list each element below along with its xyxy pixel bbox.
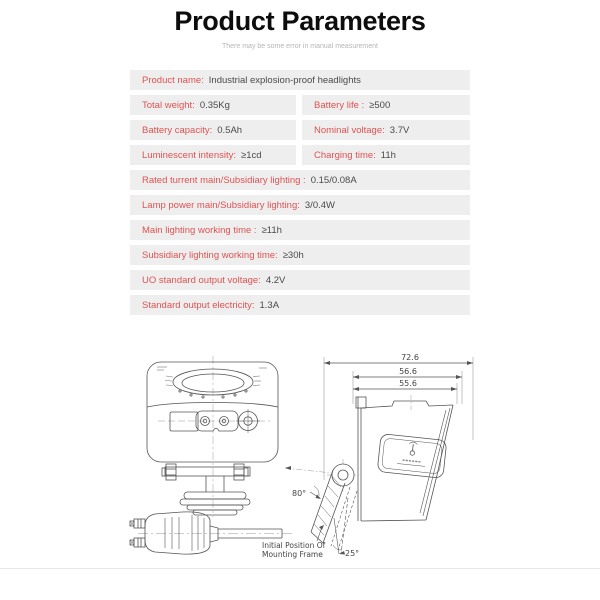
param-cell — [130, 120, 296, 140]
param-value: 3/0.4W — [304, 199, 335, 211]
param-label: Battery life : — [314, 99, 365, 111]
parameters-table — [130, 70, 470, 320]
param-cell — [130, 145, 296, 165]
param-cell — [130, 245, 470, 265]
param-label: Subsidiary lighting working time: — [142, 249, 278, 261]
table-row — [130, 245, 470, 265]
param-value: 1.3A — [259, 299, 280, 311]
angle-25: 25° — [345, 549, 360, 558]
table-row — [130, 70, 470, 90]
param-value: 4.2V — [265, 274, 286, 286]
param-cell — [130, 270, 470, 290]
param-cell — [130, 220, 470, 240]
param-label: Standard output electricity: — [142, 299, 255, 311]
angle-80: 80° — [292, 489, 307, 498]
param-label: Charging time: — [314, 149, 376, 161]
param-label: Luminescent intensity: — [142, 149, 236, 161]
table-row — [130, 145, 470, 165]
param-cell — [302, 120, 470, 140]
param-value: ≥1cd — [241, 149, 262, 161]
front-view — [147, 356, 278, 517]
param-label: Total weight: — [142, 99, 195, 111]
table-row — [130, 195, 470, 215]
dimension-labels — [262, 353, 419, 559]
param-value: 0.15/0.08A — [310, 174, 357, 186]
table-row — [130, 95, 470, 115]
param-cell — [130, 195, 470, 215]
param-value: Industrial explosion-proof headlights — [208, 74, 361, 86]
param-cell — [302, 95, 470, 115]
dimension-55-6: 55.6 — [399, 379, 417, 388]
page-subtitle: There may be some error in manual measurement — [221, 43, 378, 50]
param-label: Rated turrent main/Subsidiary lighting : — [142, 174, 306, 186]
param-value: ≥30h — [282, 249, 304, 261]
param-value: ≥11h — [261, 224, 282, 236]
param-value: 11h — [380, 149, 396, 161]
param-label: Lamp power main/Subsidiary lighting: — [142, 199, 300, 211]
table-row — [130, 220, 470, 240]
dimension-56-6: 56.6 — [399, 367, 417, 376]
dimension-72-6: 72.6 — [401, 353, 419, 362]
param-label: Battery capacity: — [142, 124, 213, 136]
param-value: 0.5Ah — [217, 124, 243, 136]
param-cell — [302, 145, 470, 165]
table-row — [130, 295, 470, 315]
param-value: ≥500 — [369, 99, 391, 111]
param-cell — [130, 70, 470, 90]
touch-icon — [408, 442, 417, 456]
side-view — [285, 395, 453, 555]
param-cell — [130, 95, 296, 115]
param-label: Nominal voltage: — [314, 124, 385, 136]
table-row — [130, 120, 470, 140]
param-value: 0.35Kg — [199, 99, 230, 111]
mounting-note-line2: Mounting Frame — [262, 550, 323, 559]
param-label: Product name: — [142, 74, 204, 86]
page-title: Product Parameters — [174, 6, 426, 36]
section-divider — [0, 568, 600, 569]
lens-tick-marks — [157, 367, 267, 386]
mounting-note-line1: Initial Position Of — [262, 541, 326, 550]
param-label: Main lighting working time : — [142, 224, 257, 236]
technical-drawing — [120, 340, 500, 575]
param-cell — [130, 170, 470, 190]
side-panel — [377, 434, 447, 479]
brand-text-mark — [403, 460, 421, 462]
param-value: 3.7V — [389, 124, 410, 136]
table-row — [130, 270, 470, 290]
table-row — [130, 170, 470, 190]
param-label: UO standard output voltage: — [142, 274, 261, 286]
param-cell — [130, 295, 470, 315]
